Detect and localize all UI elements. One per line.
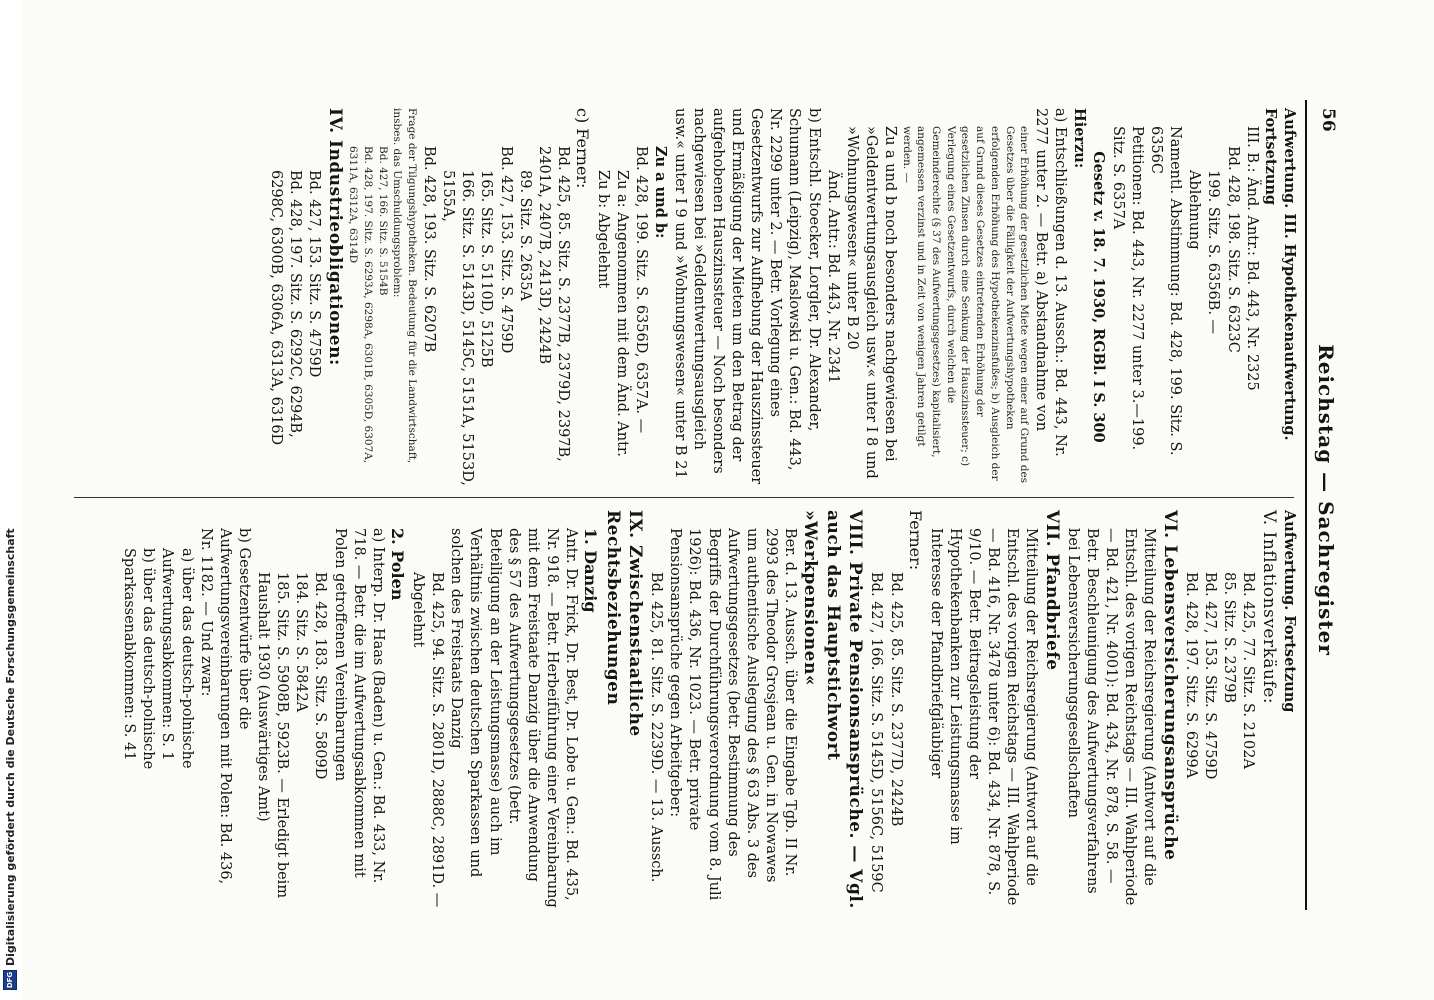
register-entry: VII. Pfandbriefe <box>1041 510 1062 671</box>
register-entry: Bd. 425, 77. Sitz. S. 2102A <box>1240 572 1257 769</box>
register-entry: Bd. 427, 153. Sitz. S. 4759D <box>1202 572 1219 780</box>
register-entry: 1. Danzig <box>581 528 601 613</box>
register-entry: a) Interp. Dr. Haas (Baden) u. Gen.: Bd. 433, Nr. 718. — Betr. die im Aufwertungsabkommen mit Polen getroffenen Vereinbarungen <box>331 528 386 884</box>
register-entry: IV. Industrieobligationen: <box>324 108 345 366</box>
register-entry: 89. Sitz. S. 2635A <box>516 170 533 301</box>
funding-notice <box>3 0 17 990</box>
register-entry: Aufwertung. Fortsetzung <box>1281 510 1298 713</box>
register-entry: Ferner: <box>905 510 925 571</box>
register-entry: VIII. Private Pensionsansprüche. — Vgl. auch das Hauptstichwort »Werkpensionen« <box>800 510 866 909</box>
register-entry: 165. Sitz. S. 5110D, 5125B <box>478 170 495 368</box>
register-entry: Bd. 427, 166. Sitz. S. 5145D, 5156C, 5159C <box>868 572 885 893</box>
register-entry: 85. Sitz. S. 2379B <box>1221 572 1238 704</box>
dfg-logo: DFG <box>3 970 17 990</box>
register-entry: Zu b: Abgelehnt <box>595 170 612 289</box>
register-entry: Gesetz v. 18. 7. 1930, RGBl. I S. 300 <box>1089 151 1107 443</box>
register-entry: III. B.: Änd. Antr.: Bd. 443, Nr. 2325 <box>1243 126 1260 391</box>
running-head: Reichstag — Sachregister <box>1314 344 1338 656</box>
page-number: 56 <box>1318 108 1338 132</box>
register-entry: a) über das deutsch-polnische Aufwertungsabkommen: S. 1 <box>159 548 195 769</box>
register-entry: V. Inflationsverkäufe: <box>1258 510 1279 705</box>
register-entry: Bd. 428, 198. Sitz. S. 6323C <box>1224 146 1241 353</box>
register-entry: Mitteilung der Reichsregierung (Antwort auf die Entschl. des vorigen Reichstags — III. Wahlperiode — Bd. 416, Nr. 3478 unter 6): Bd. 434, Nr. 878, S. 9/10. — Betr. Beitragsleistung der Hypothekenbanken zur Leistungsmasse im Interesse der Pfandbriefgläubiger <box>927 528 1040 906</box>
register-entry: b) über das deutsch-polnische Sparkassenabkommen: S. 41 <box>121 548 157 770</box>
register-entry: Bd. 427, 153. Sitz. S. 4759D <box>497 146 514 354</box>
left-column <box>266 108 1299 486</box>
register-entry: Bd. 428, 193. Sitz. S. 6207B <box>421 146 438 353</box>
column-divider <box>74 497 1294 498</box>
register-entry: Ber. d. 13. Aussch. über die Eingabe Tgb. II Nr. 2993 des Theodor Grosjean u. Gen. in Nowawes um authentische Auslegung des § 63 Abs. 3 des Aufwertungsgesetzes (betr. Bestimmung des Begriffs der Durchführungsverordnung vom 8. Juli 1926): Bd. 436, Nr. 1023. — Betr. private Pensionsansprüche gegen Arbeitgeber: <box>667 528 799 901</box>
register-entry: 185. Sitz. S. 5908B, 5923B. — Erledigt beim Haushalt 1930 (Auswärtiges Amt) <box>255 572 291 899</box>
register-entry: Bd. 425, 85. Sitz. S. 2377B, 2379D, 2397B, 2401A, 2407B, 2413D, 2424B <box>535 146 571 462</box>
register-entry: Bd. 425, 94. Sitz. S. 2801D, 2888C, 2891D. — Abgelehnt <box>410 572 446 908</box>
register-entry: Hierzu: <box>1070 108 1088 169</box>
right-column <box>119 510 1299 910</box>
register-entry: Bd. 428, 199. Sitz. S. 6356D, 6357A. — <box>633 146 650 434</box>
register-entry: Bd. 428, 197. Sitz. S. 6293A, 6298A, 6301B, 6305D, 6307A, 6311A, 6312A, 6314D <box>347 146 374 464</box>
page-header <box>1308 0 1348 1000</box>
register-entry: b) Entschl. Stoecker, Lorgler, Dr. Alexander, Schumann (Leipzig), Maslowski u. Gen.: Bd. 443, Nr. 2299 unter 2. — Betr. Vorlegung eines Gesetzentwurfs zur Aufhebung der Hauszinssteuer und Ermäßigung der Mieten um den Betrag der aufgehobenen Hauszinssteuer — Noch besonders nachgewiesen bei »Geldentwertungsausgleich usw.« unter I 9 und »Wohnungswesen« unter B 21 <box>671 108 822 485</box>
register-entry: Mitteilung der Reichsregierung (Antwort auf die Entschl. des vorigen Reichstags — III. Wahlperiode — Bd. 421, Nr. 4001): Bd. 434, Nr. 878, S. 58. — Betr. Beschleunigung des Aufwertungsverfahrens bei Lebensversicherungsgesellschaften <box>1065 528 1158 906</box>
register-entry: Petitionen: Bd. 443, Nr. 2277 unter 3.—199. Sitz. S. 6357A <box>1109 126 1145 451</box>
register-entry: 199. Sitz. S. 6356B. — <box>1205 170 1222 335</box>
register-entry: Zu a: Angenommen mit dem Änd. Antr. <box>614 170 631 457</box>
register-entry: Bd. 427, 166. Sitz. S. 5154B <box>376 146 389 296</box>
register-entry: Bd. 425, 81. Sitz. S. 2239D. — 13. Aussch. <box>648 572 665 883</box>
register-entry: Bd. 427, 153. Sitz. S. 4759D <box>306 170 323 378</box>
register-entry: Ablehnung <box>1186 170 1203 250</box>
funding-sidebar <box>0 0 22 1000</box>
register-entry: Frage der Tilgungshypotheken. Bedeutung für die Landwirtschaft, insbes. das Umschuldungsproblem: <box>391 108 418 464</box>
register-entry: Bd. 428, 197. Sitz. S. 6292C, 6294B, 6298C, 6300B, 6306A, 6313A, 6316D <box>267 170 303 446</box>
funding-notice-text: Digitalisierung gefördert durch die Deutsche Forschungsgemeinschaft <box>3 528 17 966</box>
register-entry: Bd. 428, 197. Sitz. S. 6299A <box>1183 572 1200 779</box>
register-entry: Bd. 428, 183. Sitz. S. 5809D <box>312 572 329 780</box>
register-entry: Antr. Dr. Frick, Dr. Best, Dr. Lobe u. Gen.: Bd. 435, Nr. 918. — Betr. Herbeiführung einer Vereinbarung mit dem Freistaate Danzig über die Anwendung des § 57 des Aufwertungsgesetzes (betr. Beteiligung an der Leistungsmasse) auch im Verhältnis zwischen deutschen Sparkassen und solchen des Freistaats Danzig <box>448 528 580 908</box>
register-entry: c) Ferner: <box>573 108 593 189</box>
header-rule <box>1305 100 1307 910</box>
register-entry: 184. Sitz. S. 5842A <box>293 572 310 713</box>
register-entry: Aufwertung. III. Hypothekenaufwertung. Fortsetzung <box>1261 108 1298 441</box>
register-entry: b) Gesetzentwürfe über die Aufwertungsvereinbarungen mit Polen: Bd. 436, Nr. 1182. — Und zwar: <box>197 528 252 885</box>
register-entry: VI. Lebensversicherungsansprüche <box>1159 510 1180 861</box>
register-entry: Zu a und b noch besonders nachgewiesen bei »Geldentwertungsausgleich usw.« unter I 8 und »Wohnungswesen« unter B 20 <box>843 126 899 479</box>
register-entry: IX. Zwischenstaatliche Rechtsbeziehungen <box>602 510 646 737</box>
register-entry: Namentl. Abstimmung: Bd. 428, 199. Sitz. S. 6356C <box>1148 126 1184 456</box>
register-entry: Zu a und b: <box>651 146 669 239</box>
register-entry: 166. Sitz. S. 5143D, 5145C, 5151A, 5153D, 5155A, <box>440 170 476 486</box>
register-entry: einer Erhöhung der gesetzlichen Miete wegen einer auf Grund des Gesetzes über die Fälligkeit der Aufwertungshypotheken erfolgenden Erhöhung des Hypothekenzinsfußes; b) Ausgleich der auf Grund dieses Gesetzes eintretenden Erhöhung der gesetzlichen Zinsen durch eine Senkung der Hauszinssteuer; c) Verlegung eines Gesetzentwurfs, durch welchen die Gemeinderechte (§ 37 des Aufwertungsgesetzes) kapitalisiert, angemessen verzinst und in Zeit von wenigen Jahren getilgt werden. — <box>900 126 1031 484</box>
register-entry: Änd. Antr.: Bd. 443, Nr. 2341 <box>824 170 841 384</box>
register-entry: a) Entschließungen d. 13. Aussch.: Bd. 443, Nr. 2277 unter 2. — Betr. a) Abstandnahme von <box>1033 108 1069 457</box>
register-entry: Bd. 425, 85. Sitz. S. 2377D, 2424B <box>887 572 904 827</box>
register-entry: 2. Polen <box>387 528 407 601</box>
